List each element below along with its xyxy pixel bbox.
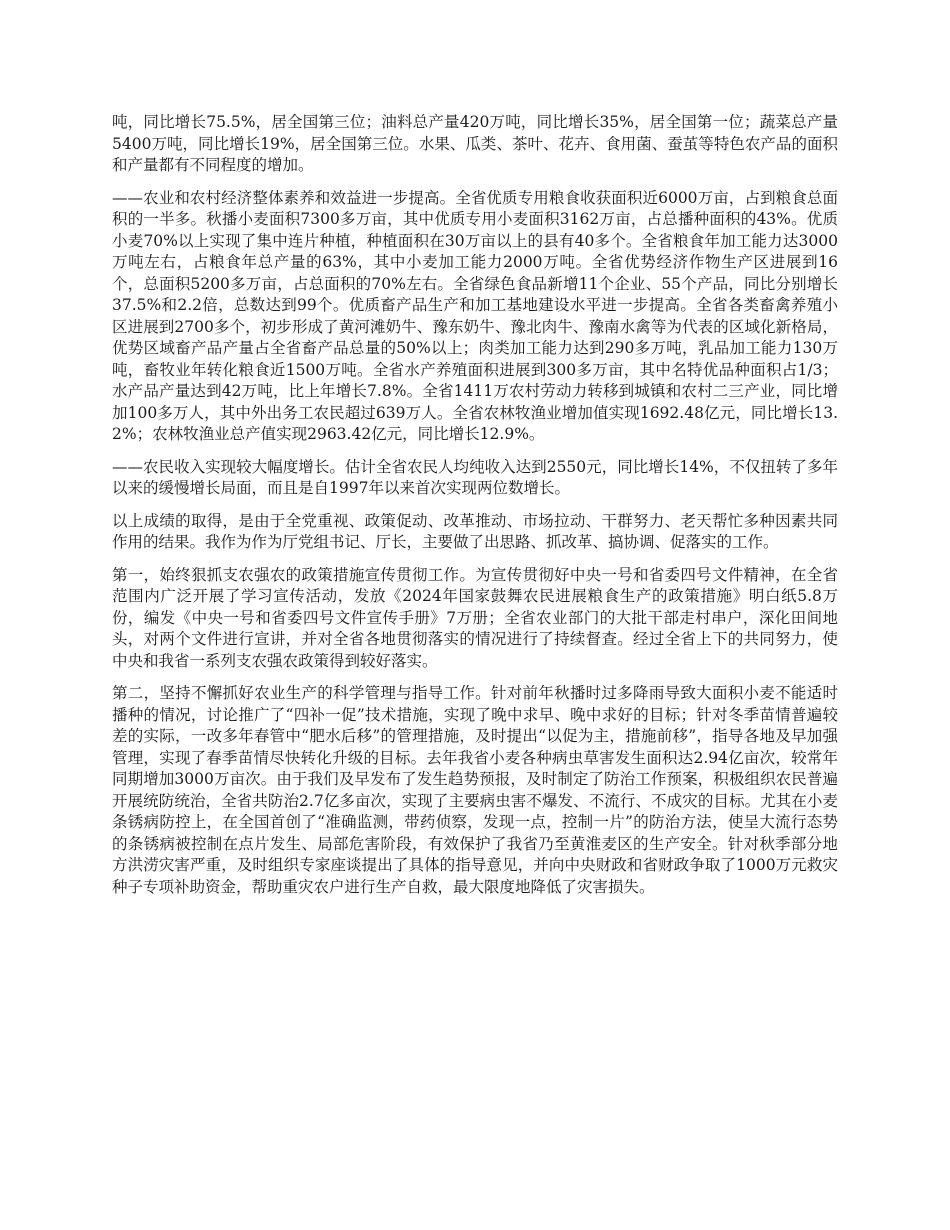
paragraph-farmer-income: ——农民收入实现较大幅度增长。估计全省农民人均纯收入达到2550元，同比增长14%，不仅扭转了多年以来的缓慢增长局面，而且是自1997年以来首次实现两位数增长。 [112, 457, 838, 497]
paragraph-economic-quality: ——农业和农村经济整体素养和效益进一步提高。全省优质专用粮食收获面积近6000万亩，占到粮食总面积的一半多。秋播小麦面积7300多万亩，其中优质专用小麦面积3162万亩，占总播种面积的43%。优质小麦70%以上实现了集中连片种植，种植面积在30万亩以上的县有40多个。全省粮食年加工能力达3000万吨左右，占粮食年总产量的63%，其中小麦加工能力2000万吨。全省优势经济作物生产区进展到16个，总面积5200多万亩，占总面积的70%左右。全省绿色食品新增11个企业、55个产品，同比分别增长37.5%和2.2倍，总数达到99个。优质畜产品生产和加工基地建设水平进一步提高。全省各类畜禽养殖小区进展到2700多个，初步形成了黄河滩奶牛、豫东奶牛、豫北肉牛、豫南水禽等为代表的区域化新格局，优势区域畜产品产量占全省畜产品总量的50%以上；肉类加工能力达到290多万吨，乳品加工能力130万吨，畜牧业年转化粮食近1500万吨。全省水产养殖面积进展到300多万亩，其中名特优品种面积占1/3；水产品产量达到42万吨，比上年增长7.8%。全省1411万农村劳动力转移到城镇和农村二三产业，同比增加100多万人，其中外出务工农民超过639万人。全省农林牧渔业增加值实现1692.48亿元，同比增长13.2%；农林牧渔业总产值实现2963.42亿元，同比增长12.9%。 [112, 188, 838, 443]
paragraph-crop-output: 吨，同比增长75.5%，居全国第三位；油料总产量420万吨，同比增长35%，居全国第一位；蔬菜总产量5400万吨，同比增长19%，居全国第三位。水果、瓜类、茶叶、花卉、食用菌、蚕茧等特色农产品的面积和产量都有不同程度的增加。 [112, 113, 838, 174]
paragraph-policy-publicity: 第一，始终狠抓支农强农的政策措施宣传贯彻工作。为宣传贯彻好中央一号和省委四号文件精神，在全省范围内广泛开展了学习宣传活动，发放《2024年国家鼓舞农民进展粮食生产的政策措施》明白纸5.8万份，编发《中央一号和省委四号文件宣传手册》7万册；全省农业部门的大批干部走村串户，深化田间地头，对两个文件进行宣讲，并对全省各地贯彻落实的情况进行了持续督查。经过全省上下的共同努力，使中央和我省一系列支农强农政策得到较好落实。 [112, 565, 838, 670]
paragraph-production-management: 第二，坚持不懈抓好农业生产的科学管理与指导工作。针对前年秋播时过多降雨导致大面积小麦不能适时播种的情况，讨论推广了“四补一促”技术措施，实现了晚中求早、晚中求好的目标；针对冬季苗情普遍较差的实际，一改多年春管中“肥水后移”的管理措施，及时提出“以促为主，措施前移”，指导各地及早加强管理，实现了春季苗情尽快转化升级的目标。去年我省小麦各种病虫草害发生面积达2.94亿亩次，较常年同期增加3000万亩次。由于我们及早发布了发生趋势预报，及时制定了防治工作预案，积极组织农民普遍开展统防统治，全省共防治2.7亿多亩次，实现了主要病虫害不爆发、不流行、不成灾的目标。尤其在小麦条锈病防控上，在全国首创了“准确监测，带药侦察，发现一点，控制一片”的防治方法，使呈大流行态势的条锈病被控制在点片发生、局部危害阶段，有效保护了我省乃至黄淮麦区的生产安全。针对秋季部分地方洪涝灾害严重，及时组织专家座谈提出了具体的指导意见，并向中央财政和省财政争取了1000万元救灾种子专项补助资金，帮助重灾农户进行生产自救，最大限度地降低了灾害损失。 [112, 684, 838, 896]
paragraph-achievement-summary: 以上成绩的取得，是由于全党重视、政策促动、改革推动、市场拉动、干群努力、老天帮忙多种因素共同作用的结果。我作为作为厅党组书记、厅长，主要做了出思路、抓改革、搞协调、促落实的工作。 [112, 511, 838, 551]
document-body [112, 112, 838, 909]
